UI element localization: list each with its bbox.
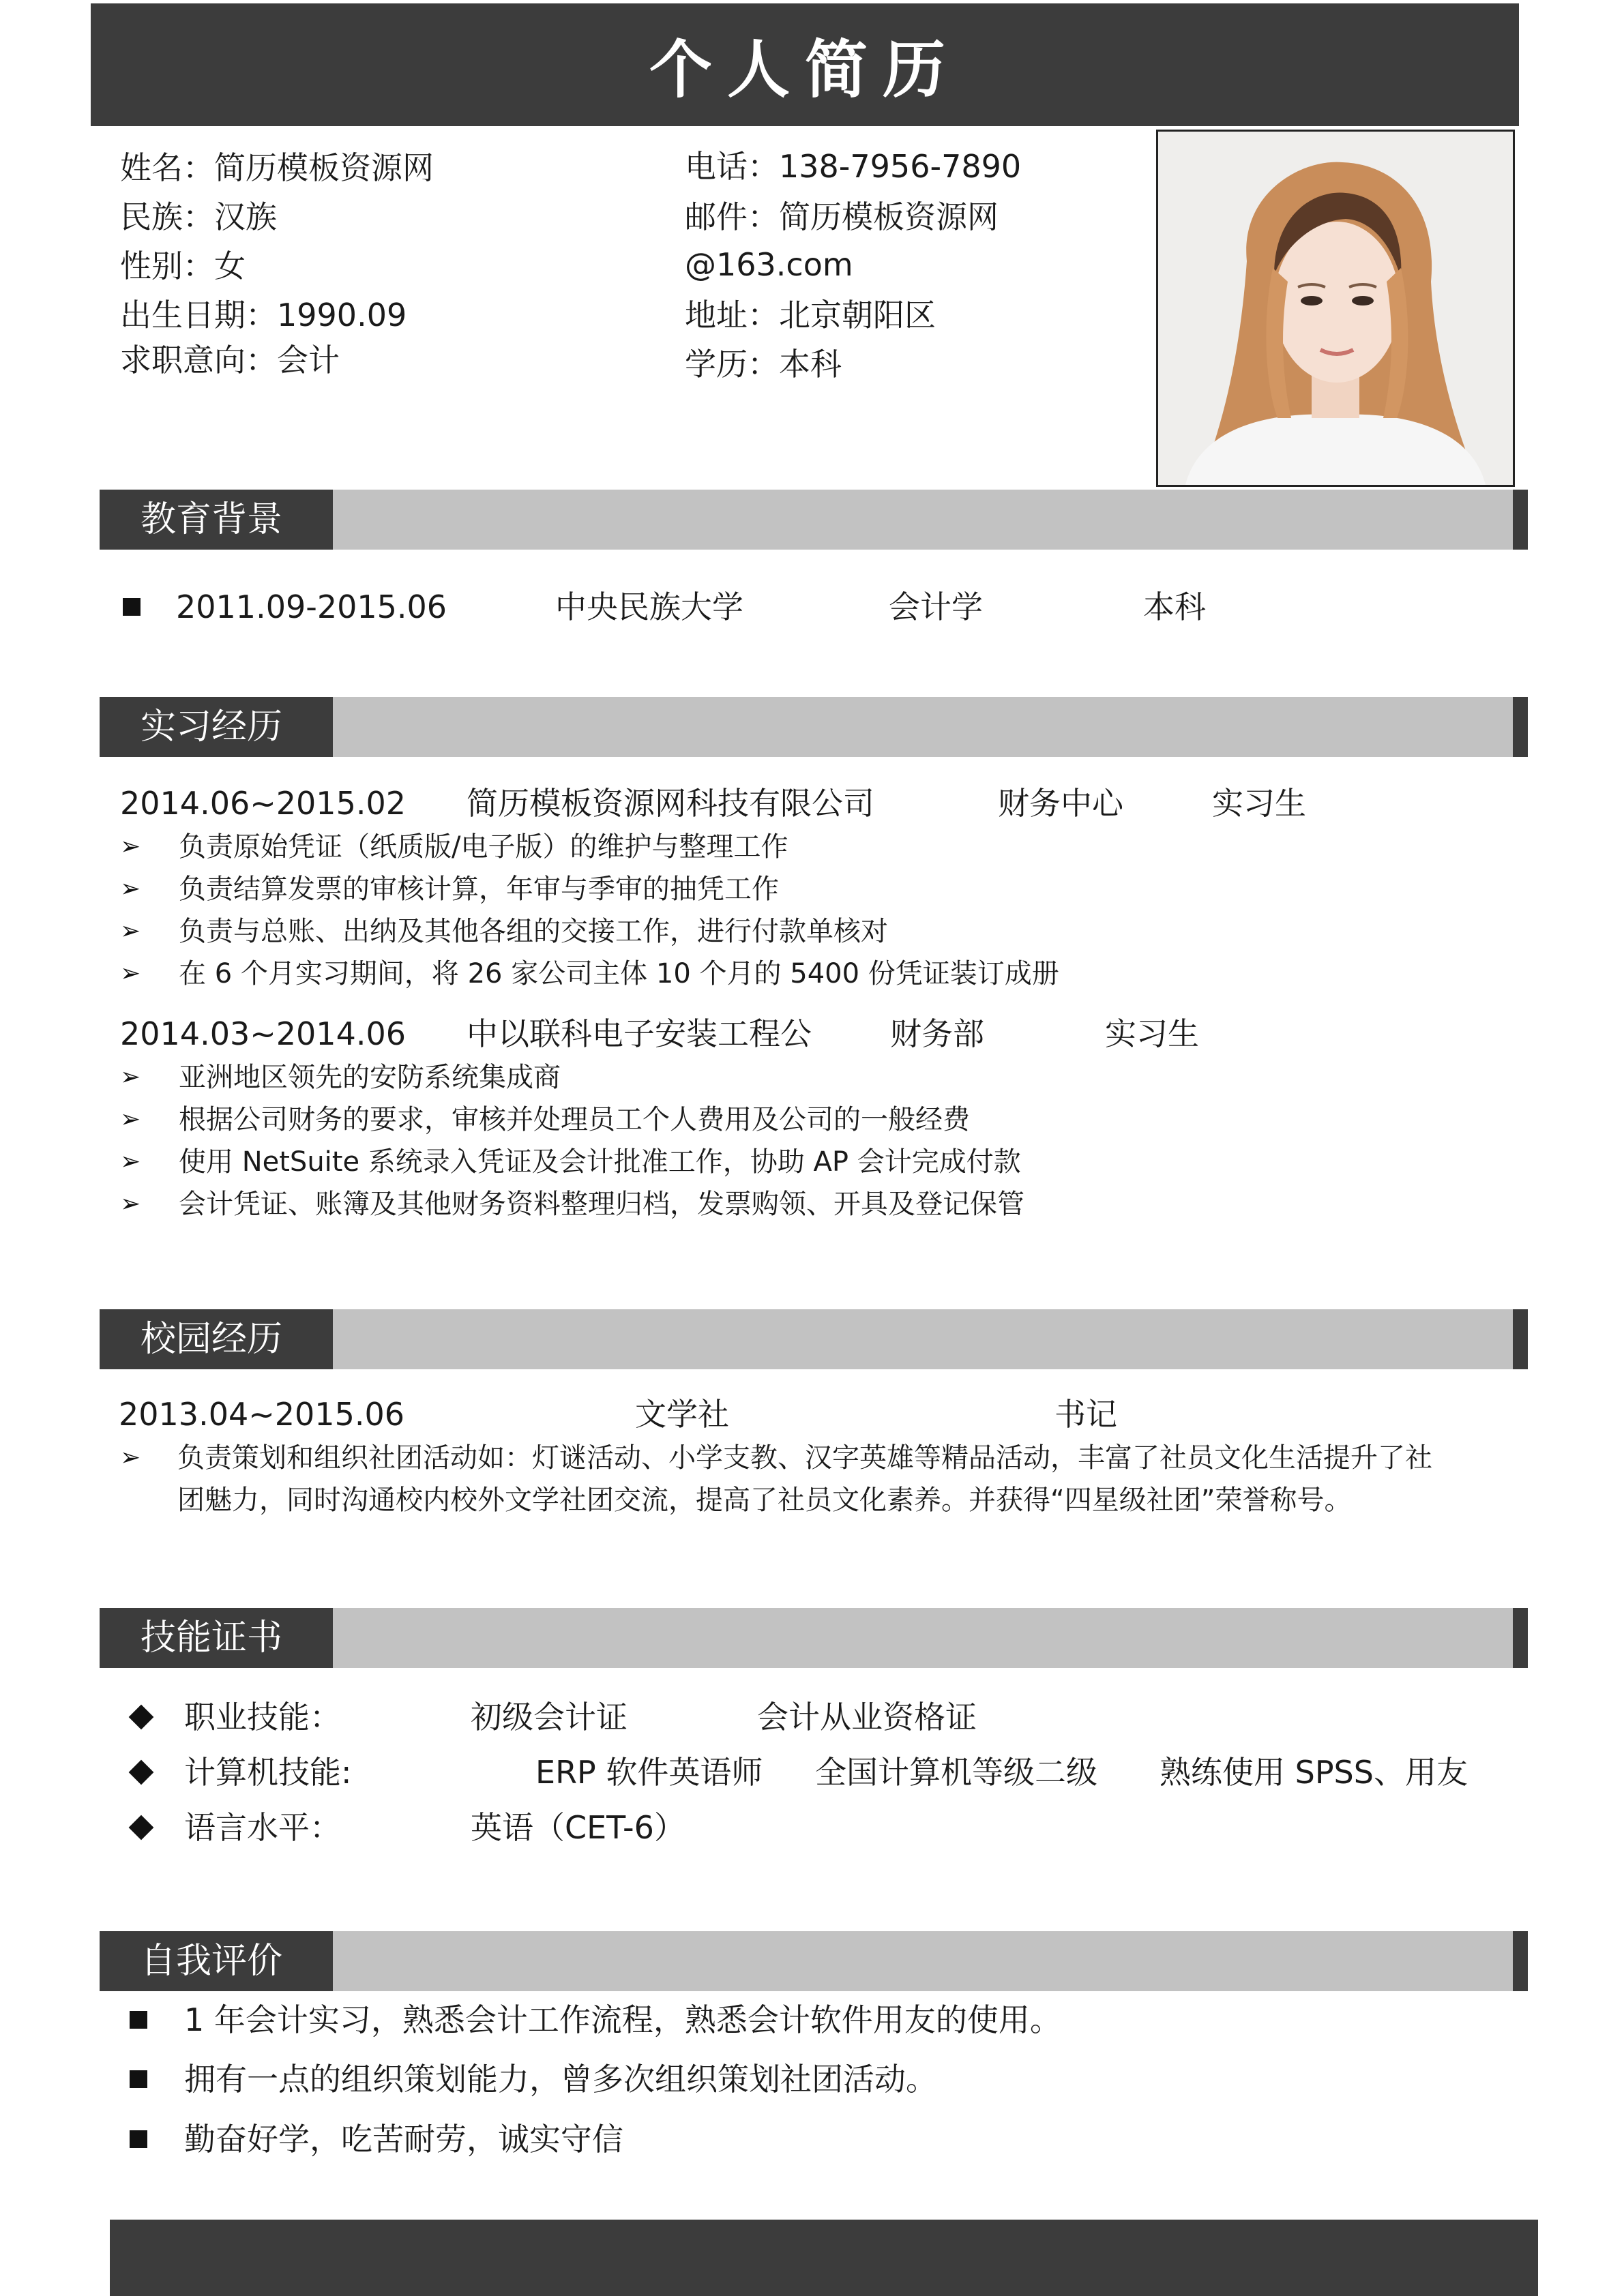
arrow-bullet-icon: ➢: [120, 875, 141, 903]
arrow-bullet-icon: ➢: [120, 1190, 141, 1218]
edu-period: 2011.09-2015.06: [176, 588, 447, 625]
skill-1-item-1: 初级会计证: [471, 1699, 628, 1735]
footer-bar: [110, 2220, 1538, 2296]
page-title: 个人简历: [649, 33, 960, 106]
intern-1-dept: 财务中心: [998, 785, 1123, 822]
skill-2-item-1: ERP 软件英语师: [535, 1754, 763, 1791]
intern-1-duty-3: 负责与总账、出纳及其他各组的交接工作，进行付款单核对: [179, 916, 888, 947]
info-email-domain: @163.com: [685, 246, 853, 283]
section-self-eval-title: 自我评价: [100, 1931, 333, 1991]
arrow-bullet-icon: ➢: [120, 1444, 141, 1472]
info-phone: 电话：138-7956-7890: [685, 148, 1022, 185]
intern-2-duty-3: 使用 NetSuite 系统录入凭证及会计批准工作，协助 AP 会计完成付款: [179, 1146, 1021, 1178]
intern-1-role: 实习生: [1212, 785, 1306, 822]
square-bullet-icon: [130, 2130, 147, 2148]
skill-1-item-2: 会计从业资格证: [757, 1699, 977, 1735]
self-eval-3: 勤奋好学，吃苦耐劳，诚实守信: [184, 2121, 623, 2158]
arrow-bullet-icon: ➢: [120, 959, 141, 987]
section-skills-title: 技能证书: [100, 1608, 333, 1668]
section-self-eval-bar: [100, 1931, 1528, 1991]
intern-2-duty-4: 会计凭证、账簿及其他财务资料整理归档，发票购领、开具及登记保管: [179, 1189, 1024, 1220]
intern-2-dept: 财务部: [890, 1015, 984, 1052]
skill-3-label: 语言水平：: [184, 1809, 341, 1846]
skill-2-item-3: 熟练使用 SPSS、用友: [1160, 1754, 1468, 1791]
section-campus-title: 校园经历: [100, 1309, 333, 1369]
section-internship-bar: [100, 697, 1528, 757]
section-campus-bar: [100, 1309, 1528, 1369]
arrow-bullet-icon: ➢: [120, 1148, 141, 1176]
info-job-intent: 求职意向：会计: [120, 342, 340, 378]
skill-1-label: 职业技能：: [184, 1699, 341, 1735]
intern-2-period: 2014.03~2014.06: [120, 1015, 406, 1052]
skill-2-item-2: 全国计算机等级二级: [815, 1754, 1097, 1791]
section-bar-end: [1513, 490, 1528, 550]
campus-role: 书记: [1054, 1396, 1117, 1433]
info-birthdate: 出生日期：1990.09: [120, 297, 407, 333]
intern-2-role: 实习生: [1105, 1015, 1199, 1052]
arrow-bullet-icon: ➢: [120, 833, 141, 861]
self-eval-2: 拥有一点的组织策划能力，曾多次组织策划社团活动。: [184, 2061, 937, 2098]
info-address: 地址：北京朝阳区: [685, 297, 936, 333]
square-bullet-icon: [130, 2011, 147, 2029]
info-education: 学历：本科: [685, 346, 842, 383]
edu-degree: 本科: [1143, 588, 1206, 625]
campus-desc-line-1: 负责策划和组织社团活动如：灯谜活动、小学支教、汉字英雄等精品活动，丰富了社员文化生活提升了社: [177, 1442, 1432, 1474]
intern-1-company: 简历模板资源网科技有限公司: [467, 785, 874, 822]
arrow-bullet-icon: ➢: [120, 1063, 141, 1091]
info-ethnicity: 民族：汉族: [120, 198, 277, 235]
section-bar-end: [1513, 1309, 1528, 1369]
section-bar-end: [1513, 1608, 1528, 1668]
diamond-bullet-icon: [129, 1705, 154, 1730]
intern-1-period: 2014.06~2015.02: [120, 785, 406, 822]
arrow-bullet-icon: ➢: [120, 1105, 141, 1133]
intern-1-duty-4: 在 6 个月实习期间，将 26 家公司主体 10 个月的 5400 份凭证装订成册: [179, 958, 1059, 989]
section-skills-bar: [100, 1608, 1528, 1668]
campus-desc-line-2: 团魅力，同时沟通校内校外文学社团交流，提高了社员文化素养。并获得“四星级社团”荣誉称号。: [177, 1485, 1352, 1516]
edu-major: 会计学: [889, 588, 983, 625]
info-email: 邮件：简历模板资源网: [685, 198, 999, 235]
section-education-bar: [100, 490, 1528, 550]
intern-2-duty-1: 亚洲地区领先的安防系统集成商: [179, 1062, 561, 1093]
square-bullet-icon: [130, 2070, 147, 2088]
portrait-photo: [1156, 130, 1515, 487]
square-bullet-icon: [123, 598, 141, 616]
section-bar-end: [1513, 697, 1528, 757]
self-eval-1: 1 年会计实习，熟悉会计工作流程，熟悉会计软件用友的使用。: [184, 2001, 1061, 2038]
edu-school: 中央民族大学: [555, 588, 743, 625]
info-name: 姓名：简历模板资源网: [120, 149, 434, 186]
diamond-bullet-icon: [129, 1815, 154, 1840]
diamond-bullet-icon: [129, 1760, 154, 1785]
title-bar: [91, 3, 1519, 126]
section-education-title: 教育背景: [100, 490, 333, 550]
section-internship-title: 实习经历: [100, 697, 333, 757]
section-bar-end: [1513, 1931, 1528, 1991]
skill-2-label: 计算机技能:: [184, 1754, 352, 1791]
skill-3-item-1: 英语（CET-6）: [471, 1809, 685, 1846]
campus-period: 2013.04~2015.06: [119, 1396, 404, 1433]
intern-1-duty-1: 负责原始凭证（纸质版/电子版）的维护与整理工作: [179, 831, 788, 863]
intern-2-company: 中以联科电子安装工程公: [467, 1015, 812, 1052]
campus-org: 文学社: [635, 1396, 729, 1433]
intern-1-duty-2: 负责结算发票的审核计算，年审与季审的抽凭工作: [179, 874, 779, 905]
arrow-bullet-icon: ➢: [120, 917, 141, 945]
intern-2-duty-2: 根据公司财务的要求，审核并处理员工个人费用及公司的一般经费: [179, 1104, 970, 1135]
info-gender: 性别：女: [120, 248, 246, 284]
